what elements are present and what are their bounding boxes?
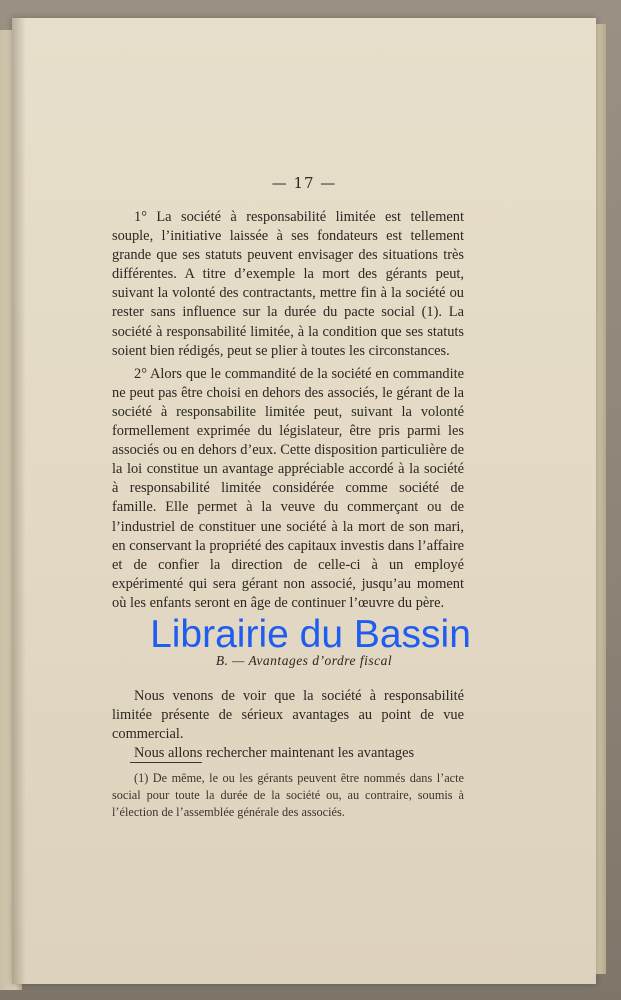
paragraph-4: Nous allons rechercher maintenant les avantages <box>134 745 415 762</box>
body-text-continued <box>112 687 464 763</box>
footnote: (1) De même, le ou les gérants peuvent être nommés dans l’acte social pour toute la durée de la société ou, au contraire, soumis à l’élection de l’assemblée générale des associés. <box>112 771 464 819</box>
paragraph-2: 2° Alors que le commandité de la société en commandite ne peut pas être choisi en dehors des associés, le gérant de la société à responsabilite limitée peut, suivant la volonté formellement exprimée du législateur, être pris parmi les associés ou en dehors d’eux. Cette disposition particulière de la loi constitue un avantage appréciable accordé à la société à responsabilité limitée considérée comme société de famille. Elle permet à la veuve du commerçant ou de l’industriel de constituer une société à la mort de son mari, en conservant la propriété des capitaux investis dans l’affaire et de confier la direction de celle-ci à un employé expérimenté qui sera gérant non associé, jusqu’au moment où les enfants seront en âge de continuer l’œuvre du père. <box>112 365 464 611</box>
section-heading: B. — Avantages d’ordre fiscal <box>215 653 393 668</box>
page-gutter-shadow <box>12 18 26 984</box>
paragraph-1: 1° La société à responsabilité limitée est tellement souple, l’initiative laissée à ses fondateurs est tellement grande que ses statuts peuvent envisager des situations très différentes. A titre d’exemple la mort des gérants peut, suivant la volonté des contractants, mettre fin à la société ou rester sans influence sur la durée du pacte social (1). La société à responsabilité limitée, à la condition que ses statuts soient bien rédigés, peut se plier à toutes les circonstances. <box>112 209 464 359</box>
footnote-rule <box>130 762 202 763</box>
page-number: — 17 — <box>271 174 337 192</box>
paragraph-3: Nous venons de voir que la société à responsabilité limitée présente de sérieux avantages au point de vue commercial. <box>112 688 464 743</box>
body-text <box>112 208 464 617</box>
watermark-text: Librairie du Bassin <box>150 613 471 656</box>
book-page <box>12 18 596 984</box>
